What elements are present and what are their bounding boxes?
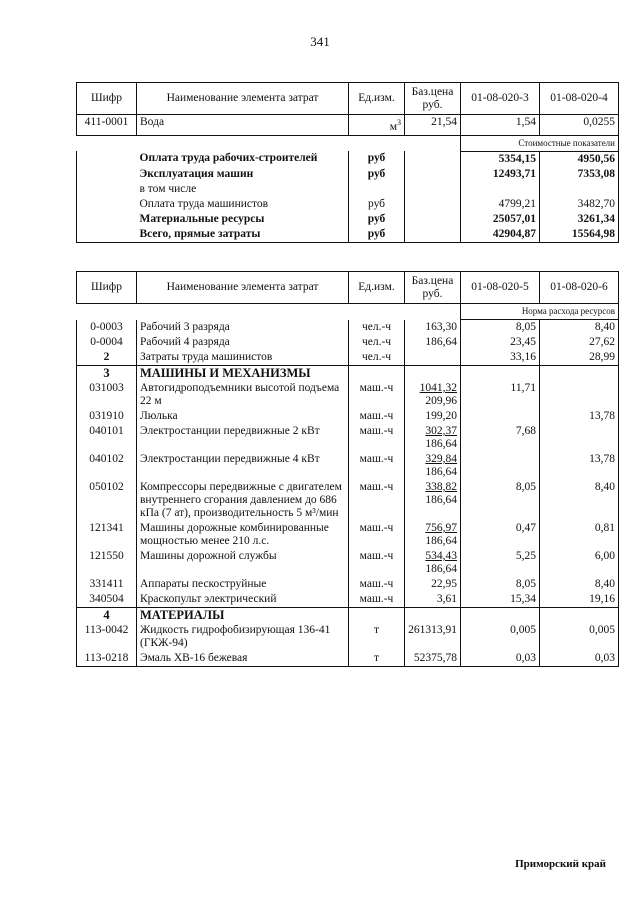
row-code: 113-0218 bbox=[77, 651, 137, 667]
row-code bbox=[77, 212, 137, 227]
row-v2: 0,81 bbox=[540, 521, 619, 549]
price-value: 756,97 bbox=[425, 522, 457, 534]
row-v2: 27,62 bbox=[540, 335, 619, 350]
row-code bbox=[77, 227, 137, 243]
row-v1: 8,05 bbox=[461, 320, 540, 336]
price-value: 199,20 bbox=[425, 410, 457, 422]
row-name: Аппараты пескоструйные bbox=[137, 577, 349, 592]
row-unit: маш.-ч bbox=[349, 592, 405, 608]
row-code: 040101 bbox=[77, 424, 137, 452]
row-v2: 3261,34 bbox=[540, 212, 619, 227]
row-v2: 7353,08 bbox=[540, 167, 619, 182]
row-v1: 12493,71 bbox=[461, 167, 540, 182]
row-name: Машины дорожной службы bbox=[137, 549, 349, 577]
row-unit: $м^3$ bbox=[349, 115, 405, 136]
table-row bbox=[77, 651, 619, 667]
header-price: Баз.цена руб. bbox=[405, 83, 461, 115]
row-code: 331411 bbox=[77, 577, 137, 592]
row-name: Электростанции передвижные 2 кВт bbox=[137, 424, 349, 452]
row-name: Оплата труда машинистов bbox=[137, 197, 349, 212]
price-secondary: 209,96 bbox=[425, 395, 457, 407]
subheader-row bbox=[77, 304, 619, 320]
price-value: 22,95 bbox=[431, 578, 457, 590]
row-unit: маш.-ч bbox=[349, 409, 405, 424]
table-row bbox=[77, 452, 619, 480]
row-v2: 19,16 bbox=[540, 592, 619, 608]
row-v2: 15564,98 bbox=[540, 227, 619, 243]
price-secondary: 186,64 bbox=[425, 466, 457, 478]
section-title: МАШИНЫ И МЕХАНИЗМЫ bbox=[137, 366, 349, 382]
row-price bbox=[405, 212, 461, 227]
row-unit: маш.-ч bbox=[349, 549, 405, 577]
subheader-row bbox=[77, 135, 619, 151]
price-value: 534,43 bbox=[425, 550, 457, 562]
row-unit: маш.-ч bbox=[349, 577, 405, 592]
row-v1: 4799,21 bbox=[461, 197, 540, 212]
row-code: 340504 bbox=[77, 592, 137, 608]
row-code: 0-0004 bbox=[77, 335, 137, 350]
row-unit: руб bbox=[349, 197, 405, 212]
row-v1: 8,05 bbox=[461, 577, 540, 592]
row-unit: руб bbox=[349, 227, 405, 243]
subheader-label: Норма расхода ресурсов bbox=[461, 304, 619, 320]
row-price bbox=[405, 409, 461, 424]
footer-region: Приморский край bbox=[515, 858, 606, 870]
header-code: Шифр bbox=[77, 272, 137, 304]
price-value: 3,61 bbox=[436, 593, 457, 605]
row-v2 bbox=[540, 182, 619, 197]
row-v2: 0,005 bbox=[540, 623, 619, 651]
row-code: 031003 bbox=[77, 381, 137, 409]
row-v2: 13,78 bbox=[540, 452, 619, 480]
price-secondary: 186,64 bbox=[425, 494, 457, 506]
table-row bbox=[77, 521, 619, 549]
header-col1: 01-08-020-5 bbox=[461, 272, 540, 304]
row-v1: 25057,01 bbox=[461, 212, 540, 227]
row-v1 bbox=[461, 182, 540, 197]
table-row bbox=[77, 212, 619, 227]
page-number: 341 bbox=[310, 34, 330, 49]
row-code bbox=[77, 167, 137, 182]
section-row bbox=[77, 366, 619, 382]
subheader-label: Стоимостные показатели bbox=[461, 135, 619, 151]
table-row bbox=[77, 623, 619, 651]
row-name: Люлька bbox=[137, 409, 349, 424]
row-v1: 0,47 bbox=[461, 521, 540, 549]
row-v2: 6,00 bbox=[540, 549, 619, 577]
row-name: Электростанции передвижные 4 кВт bbox=[137, 452, 349, 480]
row-v2: 8,40 bbox=[540, 480, 619, 521]
row-unit bbox=[349, 182, 405, 197]
row-name: Оплата труда рабочих-строителей bbox=[137, 151, 349, 167]
row-v1: 23,45 bbox=[461, 335, 540, 350]
row-name: в том числе bbox=[137, 182, 349, 197]
row-price bbox=[405, 549, 461, 577]
price-secondary: 186,64 bbox=[425, 563, 457, 575]
row-code: 2 bbox=[77, 350, 137, 366]
row-unit: т bbox=[349, 623, 405, 651]
row-name: Рабочий 4 разряда bbox=[137, 335, 349, 350]
header-col2: 01-08-020-6 bbox=[540, 272, 619, 304]
table-row bbox=[77, 335, 619, 350]
table-row bbox=[77, 115, 619, 136]
row-code bbox=[77, 182, 137, 197]
row-v2: 8,40 bbox=[540, 577, 619, 592]
table-row bbox=[77, 197, 619, 212]
row-price: 186,64 bbox=[405, 335, 461, 350]
row-v1 bbox=[461, 608, 540, 624]
header-name: Наименование элемента затрат bbox=[137, 272, 349, 304]
row-name: Компрессоры передвижные с двигателем внутреннего сгорания давлением до 686 кПа (7 ат), производительность 5 м³/мин bbox=[137, 480, 349, 521]
row-unit: руб bbox=[349, 212, 405, 227]
row-v2 bbox=[540, 381, 619, 409]
row-v1 bbox=[461, 409, 540, 424]
row-name: Жидкость гидрофобизирующая 136-41 (ГКЖ-94) bbox=[137, 623, 349, 651]
row-name: Всего, прямые затраты bbox=[137, 227, 349, 243]
table-row bbox=[77, 381, 619, 409]
row-price bbox=[405, 182, 461, 197]
row-unit: маш.-ч bbox=[349, 521, 405, 549]
row-v1: 11,71 bbox=[461, 381, 540, 409]
row-v2: 8,40 bbox=[540, 320, 619, 336]
row-v2: 13,78 bbox=[540, 409, 619, 424]
price-value: 329,84 bbox=[425, 453, 457, 465]
row-v2 bbox=[540, 424, 619, 452]
header-unit: Ед.изм. bbox=[349, 83, 405, 115]
row-unit: чел.-ч bbox=[349, 350, 405, 366]
table-row bbox=[77, 167, 619, 182]
row-price: 21,54 bbox=[405, 115, 461, 136]
row-price bbox=[405, 480, 461, 521]
price-secondary: 186,64 bbox=[425, 438, 457, 450]
row-v2: 0,03 bbox=[540, 651, 619, 667]
row-price bbox=[405, 350, 461, 366]
row-v1: 15,34 bbox=[461, 592, 540, 608]
row-code: 040102 bbox=[77, 452, 137, 480]
row-v1: 1,54 bbox=[461, 115, 540, 136]
row-price bbox=[405, 592, 461, 608]
row-price bbox=[405, 167, 461, 182]
price-value: 302,37 bbox=[425, 425, 457, 437]
row-v2: 28,99 bbox=[540, 350, 619, 366]
row-name: Затраты труда машинистов bbox=[137, 350, 349, 366]
header-price: Баз.цена руб. bbox=[405, 272, 461, 304]
row-unit bbox=[349, 366, 405, 382]
row-price bbox=[405, 227, 461, 243]
row-price bbox=[405, 366, 461, 382]
table-row bbox=[77, 577, 619, 592]
row-v1: 0,03 bbox=[461, 651, 540, 667]
row-unit: руб bbox=[349, 151, 405, 167]
row-v1: 8,05 bbox=[461, 480, 540, 521]
header-code: Шифр bbox=[77, 83, 137, 115]
section-code: 3 bbox=[77, 366, 137, 382]
row-code: 050102 bbox=[77, 480, 137, 521]
section-row bbox=[77, 608, 619, 624]
row-code: 121550 bbox=[77, 549, 137, 577]
row-price bbox=[405, 577, 461, 592]
header-unit: Ед.изм. bbox=[349, 272, 405, 304]
section-code: 4 bbox=[77, 608, 137, 624]
row-unit: руб bbox=[349, 167, 405, 182]
row-code: 411-0001 bbox=[77, 115, 137, 136]
row-price: 163,30 bbox=[405, 320, 461, 336]
row-unit: чел.-ч bbox=[349, 335, 405, 350]
row-price bbox=[405, 608, 461, 624]
row-name: Материальные ресурсы bbox=[137, 212, 349, 227]
row-name: Машины дорожные комбинированные мощностью менее 210 л.с. bbox=[137, 521, 349, 549]
row-v1 bbox=[461, 452, 540, 480]
table-row bbox=[77, 549, 619, 577]
row-price bbox=[405, 381, 461, 409]
table-row bbox=[77, 182, 619, 197]
row-unit: чел.-ч bbox=[349, 320, 405, 336]
row-v2: 0,0255 bbox=[540, 115, 619, 136]
row-price: 261313,91 bbox=[405, 623, 461, 651]
cost-table bbox=[76, 82, 619, 243]
row-code: 031910 bbox=[77, 409, 137, 424]
row-v1: 7,68 bbox=[461, 424, 540, 452]
header-col2: 01-08-020-4 bbox=[540, 83, 619, 115]
row-price bbox=[405, 197, 461, 212]
row-price bbox=[405, 151, 461, 167]
header-col1: 01-08-020-3 bbox=[461, 83, 540, 115]
row-v1: 0,005 bbox=[461, 623, 540, 651]
row-name: Краскопульт электрический bbox=[137, 592, 349, 608]
price-value: 338,82 bbox=[425, 481, 457, 493]
table-row bbox=[77, 320, 619, 336]
row-v1: 33,16 bbox=[461, 350, 540, 366]
table-row bbox=[77, 350, 619, 366]
table-row bbox=[77, 409, 619, 424]
row-price: 52375,78 bbox=[405, 651, 461, 667]
header-name: Наименование элемента затрат bbox=[137, 83, 349, 115]
row-v1: 42904,87 bbox=[461, 227, 540, 243]
row-unit bbox=[349, 608, 405, 624]
table-header-row bbox=[77, 272, 619, 304]
row-v1: 5,25 bbox=[461, 549, 540, 577]
table-row bbox=[77, 227, 619, 243]
section-title: МАТЕРИАЛЫ bbox=[137, 608, 349, 624]
row-v1 bbox=[461, 366, 540, 382]
table-row bbox=[77, 480, 619, 521]
table-row bbox=[77, 592, 619, 608]
row-price bbox=[405, 452, 461, 480]
row-unit: маш.-ч bbox=[349, 381, 405, 409]
row-v2 bbox=[540, 366, 619, 382]
row-name: Рабочий 3 разряда bbox=[137, 320, 349, 336]
row-v2: 3482,70 bbox=[540, 197, 619, 212]
row-unit: маш.-ч bbox=[349, 452, 405, 480]
price-value: 1041,32 bbox=[419, 382, 457, 394]
row-code: 0-0003 bbox=[77, 320, 137, 336]
row-code bbox=[77, 197, 137, 212]
row-price bbox=[405, 424, 461, 452]
row-name: Вода bbox=[137, 115, 349, 136]
row-v2 bbox=[540, 608, 619, 624]
row-name: Автогидроподъемники высотой подъема 22 м bbox=[137, 381, 349, 409]
row-v2: 4950,56 bbox=[540, 151, 619, 167]
price-secondary: 186,64 bbox=[425, 535, 457, 547]
row-code: 113-0042 bbox=[77, 623, 137, 651]
row-name: Эксплуатация машин bbox=[137, 167, 349, 182]
table-header-row bbox=[77, 83, 619, 115]
row-unit: т bbox=[349, 651, 405, 667]
table-row bbox=[77, 151, 619, 167]
resource-table bbox=[76, 271, 619, 667]
row-code: 121341 bbox=[77, 521, 137, 549]
row-unit: маш.-ч bbox=[349, 424, 405, 452]
row-code bbox=[77, 151, 137, 167]
row-name: Эмаль ХВ-16 бежевая bbox=[137, 651, 349, 667]
row-unit: маш.-ч bbox=[349, 480, 405, 521]
row-v1: 5354,15 bbox=[461, 151, 540, 167]
row-price bbox=[405, 521, 461, 549]
table-row bbox=[77, 424, 619, 452]
